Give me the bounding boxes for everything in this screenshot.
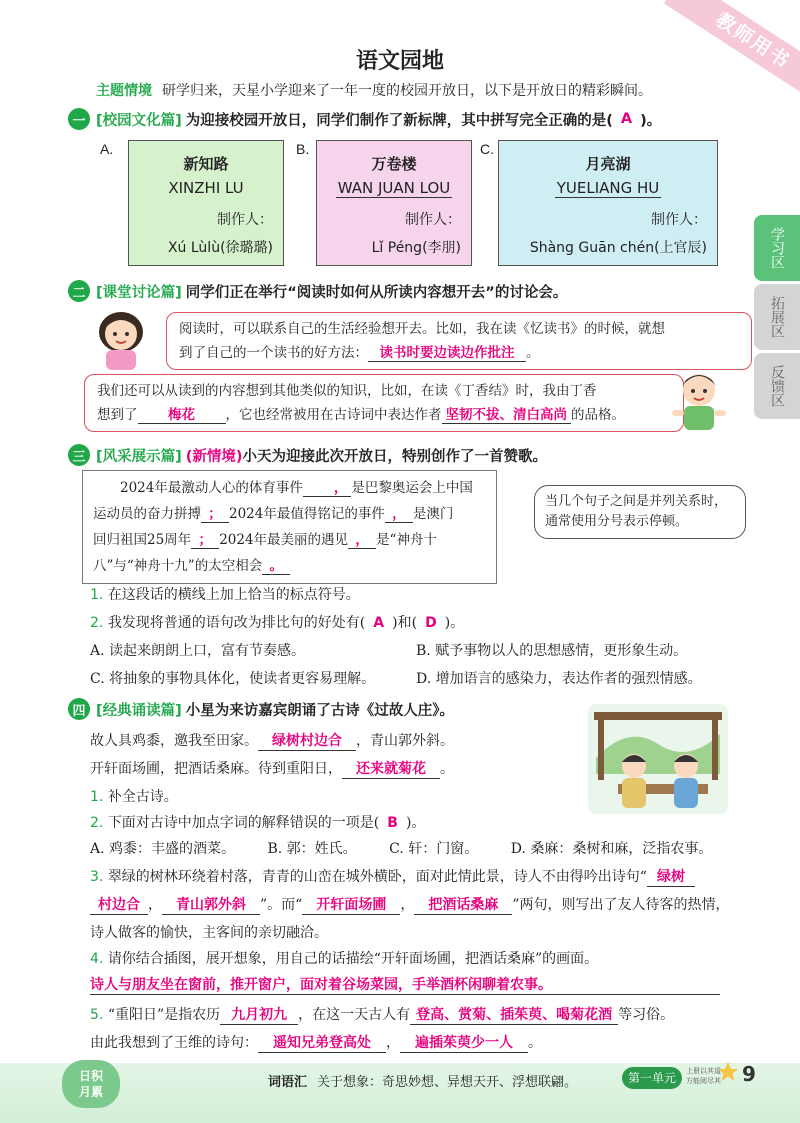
answer: 遥知兄弟登高处 — [258, 1035, 386, 1053]
question-text: 小星为来访嘉宾朗诵了古诗《过故人庄》。 — [185, 702, 455, 719]
section-tag: [风采展示篇] — [96, 448, 182, 465]
sign-maker-name: Shàng Guān chén(上官辰) — [529, 240, 707, 256]
question-4-3-end: 诗人做客的愉快，主客间的亲切融洽。 — [90, 925, 328, 941]
option-c: C. 轩：门窗。 — [389, 841, 479, 857]
question-4-5: 5. “重阳日”是指农历 九月初九 ，在这一天古人有 登高、赏菊、插茱萸、喝菊花酒 等习俗。 — [90, 1007, 675, 1023]
answer: D — [425, 615, 437, 631]
answer: 坚韧不拔、清白高尚 — [442, 407, 572, 424]
question-text: 小天为迎接此次开放日，特别创作了一首赞歌。 — [242, 448, 548, 465]
answer: A — [620, 111, 633, 127]
answer: A — [373, 615, 385, 631]
option-a: A. 读起来朗朗上口，富有节奏感。 — [90, 643, 306, 659]
teacher-edition-ribbon: 教师用书 — [664, 0, 800, 107]
option-c: C. 将抽象的事物具体化，使读者更容易理解。 — [90, 671, 376, 687]
daily-accumulation-badge: 日积 月累 — [62, 1060, 120, 1108]
option-b: B. 赋予事物以人的思想感情，更形象生动。 — [416, 643, 688, 659]
speech-bubble-girl — [166, 312, 752, 370]
question-4-1: 1. 补全古诗。 — [90, 789, 178, 805]
question-text: 为迎接校园开放日，同学们制作了新标牌，其中拼写完全正确的是( — [185, 112, 613, 129]
answer: 九月初九 — [220, 1007, 298, 1025]
intro-tag: 主题情境 — [96, 83, 152, 99]
sign-name: 新知路 — [183, 155, 229, 173]
sign-maker-label: 制作人： — [405, 212, 461, 228]
answer: 绿树村边合 — [258, 733, 356, 751]
answer: 梅花 — [138, 407, 226, 424]
section-number: 一 — [68, 108, 90, 130]
option-b: B. 郭：姓氏。 — [267, 841, 357, 857]
bubble-line: 到了自己的一个读书的好方法： 读书时要边读边作批注 。 — [179, 345, 540, 361]
passage-line: 回归祖国25周年 ； 2024年最美丽的遇见 ， 是“神舟十 — [93, 532, 437, 548]
answer: 把酒话桑麻 — [414, 897, 512, 915]
sign-pinyin: XINZHI LU — [168, 179, 244, 197]
section-number: 四 — [68, 698, 90, 720]
section-tag: [经典诵读篇] — [96, 702, 182, 719]
option-d: D. 桑麻：桑树和麻，泛指农事。 — [510, 841, 713, 857]
answer: ， — [303, 480, 352, 497]
passage-line: 八”与“神舟十九”的太空相会 。 — [93, 553, 486, 579]
signboard-b — [316, 140, 472, 266]
answer: 登高、赏菊、插茱萸、喝菊花酒 — [410, 1007, 618, 1025]
bubble-line: 我们还可以从读到的内容想到其他类似的知识，比如，在读《丁香结》时，我由丁香 — [97, 383, 597, 399]
signboard-c — [498, 140, 718, 266]
new-situation-tag: (新情境) — [185, 448, 243, 465]
question-4-2: 2. 下面对古诗中加点字词的解释错误的一项是( B )。 — [90, 815, 426, 831]
answer: ； — [191, 532, 219, 549]
poem-illustration — [588, 704, 728, 814]
speech-bubble-boy — [84, 374, 684, 432]
answer: 读书时要边读边作批注 — [368, 345, 526, 362]
sign-maker-name: Xú Lùlù(徐璐璐) — [167, 240, 273, 256]
option-label: C. — [480, 141, 494, 157]
passage-line: 2024年最激动人心的体育事件 ， 是巴黎奥运会上中国 — [120, 480, 473, 496]
sign-maker-name: Lǐ Péng(李朋) — [371, 240, 461, 256]
tab-feedback[interactable]: 反馈区 — [754, 353, 800, 419]
section-tag: [校园文化篇] — [96, 112, 182, 129]
tab-extend[interactable]: 拓展区 — [754, 284, 800, 350]
question-3-1: 1. 在这段话的横线上加上恰当的标点符号。 — [90, 587, 360, 603]
footer-vocabulary: 词语汇 关于想象：奇思妙想、异想天开、浮想联翩。 — [268, 1075, 578, 1090]
star-icon — [716, 1060, 740, 1084]
sign-name: 万卷楼 — [371, 155, 417, 173]
answer: 青山郭外斜 — [162, 897, 260, 915]
sign-maker-label: 制作人： — [651, 212, 707, 228]
question-4-4: 4. 请你结合插图，展开想象，用自己的话描绘“开轩面场圃，把酒话桑麻”的画面。 — [90, 951, 599, 967]
signboard-a — [128, 140, 284, 266]
answer: 还来就菊花 — [342, 761, 440, 779]
intro-text: 研学归来，天星小学迎来了一年一度的校园开放日，以下是开放日的精彩瞬间。 — [162, 83, 652, 99]
option-d: D. 增加语言的感染力，表达作者的强烈情感。 — [416, 671, 702, 687]
question-4-3: 3. 翠绿的树林环绕着村落，青青的山峦在城外横卧，面对此情此景，诗人不由得吟出诗句“ 绿树 — [90, 866, 695, 887]
tip-bubble: 当几个句子之间是并列关系时，通常使用分号表示停顿。 — [534, 485, 746, 539]
tab-study[interactable]: 学习区 — [754, 215, 800, 281]
question-4-2-options — [90, 838, 712, 858]
poem-line-1: 故人具鸡黍，邀我至田家。 绿树村边合 ，青山郭外斜。 — [90, 733, 454, 749]
section-2-heading — [68, 280, 567, 302]
answer: B — [387, 815, 398, 831]
section-number: 三 — [68, 444, 90, 466]
answer: 村边合 — [90, 897, 148, 915]
answer: 开轩面场圃 — [302, 897, 400, 915]
unit-subtitle: 上册以其道 方能阅尽其 — [686, 1067, 721, 1085]
answer: 遍插茱萸少一人 — [400, 1035, 528, 1053]
sign-pinyin: WAN JUAN LOU — [337, 179, 451, 197]
sign-name: 月亮湖 — [585, 155, 631, 173]
page-title: 语文园地 — [355, 49, 444, 74]
bubble-line: 阅读时，可以联系自己的生活经验想开去。比如，我在读《忆读书》的时候，就想 — [179, 321, 665, 337]
question-4-4-answer — [90, 974, 720, 995]
bubble-line: 想到了 梅花 ，它也经常被用在古诗词中表达作者 坚韧不拔、清白高尚 的品格。 — [97, 407, 625, 423]
page-number: 9 — [742, 1062, 756, 1086]
question-4-5-cont: 由此我想到了王维的诗句： 遥知兄弟登高处 ， 遍插茱萸少一人 。 — [90, 1035, 542, 1051]
section-tag: [课堂讨论篇] — [96, 284, 182, 301]
poem-line-2: 开轩面场圃，把酒话桑麻。待到重阳日， 还来就菊花 。 — [90, 761, 454, 777]
answer: 绿树 — [647, 869, 695, 887]
answer: 。 — [262, 558, 290, 575]
passage-line: 运动员的奋力拼搏 ； 2024年最值得铭记的事件 ， 是澳门 — [93, 506, 454, 522]
option-label: A. — [100, 141, 114, 157]
unit-label: 第一单元 — [622, 1067, 682, 1089]
answer: ； — [201, 506, 229, 523]
question-end: )。 — [640, 112, 662, 129]
option-label: B. — [296, 141, 310, 157]
intro — [96, 80, 652, 100]
section-3-heading — [68, 444, 547, 466]
option-a: A. 鸡黍：丰盛的酒菜。 — [90, 841, 236, 857]
sign-maker-label: 制作人： — [217, 212, 273, 228]
passage-box — [82, 470, 497, 584]
side-tabs — [754, 215, 800, 422]
question-text: 同学们正在举行“阅读时如何从所读内容想开去”的讨论会。 — [185, 284, 568, 301]
girl-illustration — [86, 306, 156, 370]
answer: ， — [348, 532, 376, 549]
boy-illustration — [666, 366, 732, 436]
section-number: 二 — [68, 280, 90, 302]
question-4-3-cont: 村边合 ， 青山郭外斜 ”。而“ 开轩面场圃 ， 把酒话桑麻 ”两句，则写出了友人待客的热情， — [90, 894, 730, 915]
sign-pinyin: YUELIANG HU — [556, 179, 660, 197]
answer: ， — [385, 506, 413, 523]
section-4-heading — [68, 698, 454, 720]
answer: 诗人与朋友坐在窗前，推开窗户，面对着谷场菜园，手举酒杯闲聊着农事。 — [90, 977, 552, 993]
question-3-2: 2. 我发现将普通的语句改为排比句的好处有( A )和( D )。 — [90, 615, 465, 631]
section-1-heading — [68, 108, 661, 130]
